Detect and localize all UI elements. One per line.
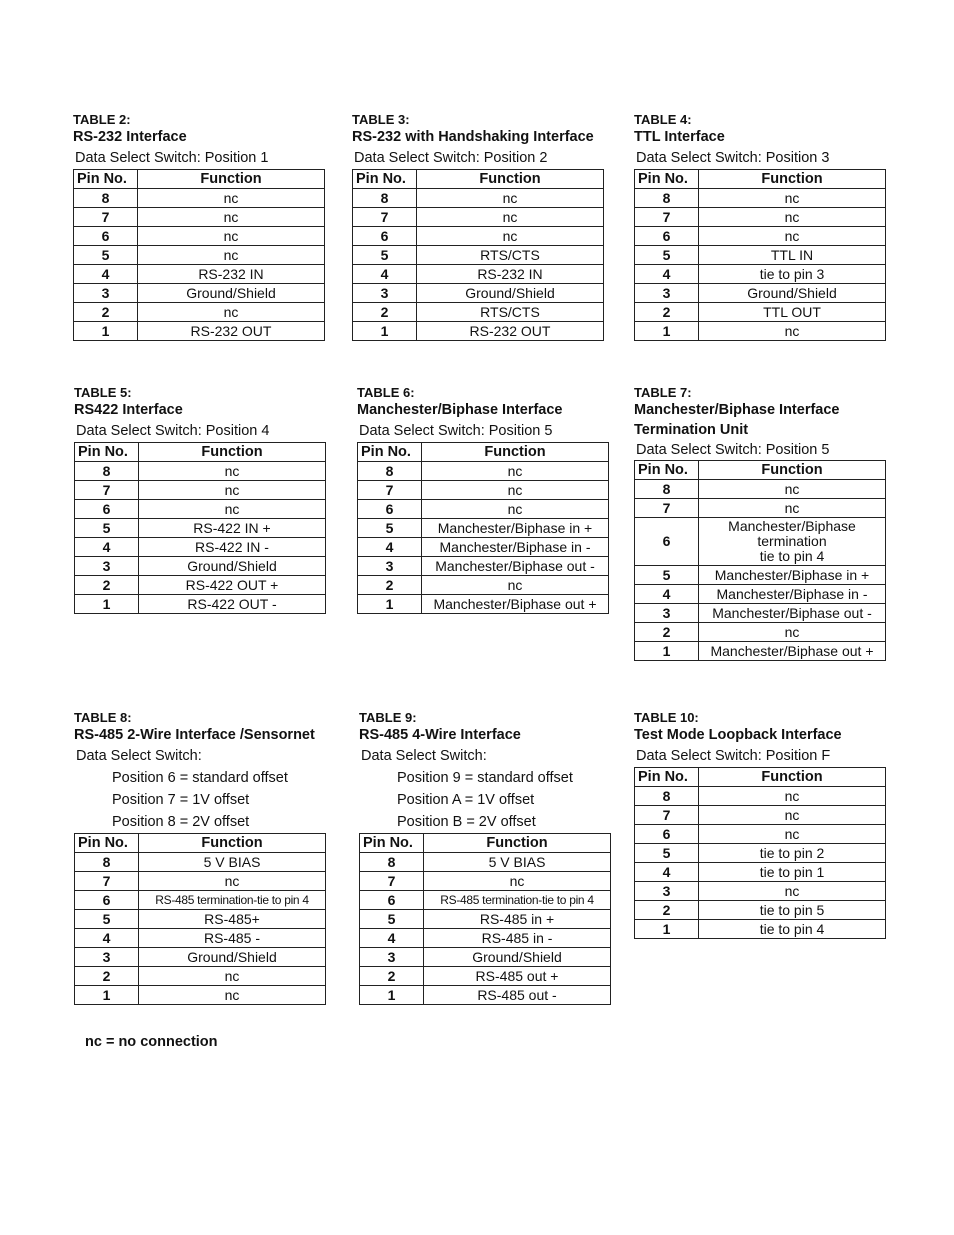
table-row — [353, 208, 604, 227]
pin-function: tie to pin 2 — [699, 844, 886, 863]
pin-function: nc — [139, 872, 326, 891]
pin-number: 1 — [75, 595, 139, 614]
pinout-table — [73, 169, 325, 341]
pin-function: Manchester/Biphase out - — [699, 604, 886, 623]
table-label: TABLE 10: — [634, 710, 699, 725]
table-row — [360, 891, 611, 910]
pin-number: 5 — [75, 519, 139, 538]
pin-number: 7 — [75, 481, 139, 500]
pin-function: RS-232 OUT — [138, 322, 325, 341]
pin-number: 4 — [358, 538, 422, 557]
pin-no-header: Pin No. — [75, 834, 139, 853]
pin-no-header: Pin No. — [74, 170, 138, 189]
table-header-row — [358, 443, 609, 462]
table-3-block — [352, 112, 604, 341]
pin-function: Manchester/Biphase out + — [699, 642, 886, 661]
table-row — [75, 853, 326, 872]
table-row — [635, 604, 886, 623]
table-row — [635, 882, 886, 901]
pin-number: 5 — [353, 246, 417, 265]
table-header-row — [360, 834, 611, 853]
pin-number: 2 — [635, 623, 699, 642]
pin-function-line: tie to pin 4 — [759, 548, 825, 564]
table-row — [635, 825, 886, 844]
table-row — [360, 872, 611, 891]
pin-function: RTS/CTS — [417, 246, 604, 265]
pin-number: 7 — [75, 872, 139, 891]
pin-function: RS-422 OUT + — [139, 576, 326, 595]
pinout-table — [359, 833, 611, 1005]
table-row — [75, 462, 326, 481]
table-row — [74, 284, 325, 303]
table-row — [635, 499, 886, 518]
table-label: TABLE 2: — [73, 112, 131, 127]
pin-number: 5 — [635, 566, 699, 585]
switch-position: Data Select Switch: Position F — [636, 748, 831, 764]
table-row — [358, 519, 609, 538]
function-header: Function — [417, 170, 604, 189]
table-title: RS422 Interface — [74, 402, 183, 418]
table-row — [360, 986, 611, 1005]
pin-number: 6 — [635, 227, 699, 246]
function-header: Function — [699, 768, 886, 787]
table-row — [635, 920, 886, 939]
pin-function: nc — [422, 576, 609, 595]
table-row — [358, 557, 609, 576]
pin-function: nc — [699, 882, 886, 901]
pin-number: 3 — [635, 882, 699, 901]
pin-number: 8 — [635, 480, 699, 499]
pin-function: nc — [139, 481, 326, 500]
table-row — [74, 227, 325, 246]
pin-no-header: Pin No. — [635, 768, 699, 787]
pin-no-header: Pin No. — [75, 443, 139, 462]
pin-function: nc — [422, 500, 609, 519]
pin-function: tie to pin 3 — [699, 265, 886, 284]
table-row — [635, 863, 886, 882]
pin-number: 5 — [358, 519, 422, 538]
table-header-row — [75, 443, 326, 462]
table-row — [358, 500, 609, 519]
table-row — [75, 538, 326, 557]
pin-function: nc — [424, 872, 611, 891]
pin-number: 6 — [358, 500, 422, 519]
pin-function: RS-422 IN + — [139, 519, 326, 538]
table-title: RS-485 2-Wire Interface /Sensornet — [74, 727, 315, 743]
pin-function: nc — [699, 623, 886, 642]
table-row — [75, 948, 326, 967]
table-row — [353, 189, 604, 208]
pin-number: 4 — [75, 929, 139, 948]
table-row — [75, 481, 326, 500]
table-row — [635, 806, 886, 825]
pinout-table — [634, 767, 886, 939]
pinout-table — [634, 460, 886, 661]
table-row — [353, 284, 604, 303]
switch-position: Data Select Switch: Position 1 — [75, 150, 269, 166]
pin-function: RS-485 out - — [424, 986, 611, 1005]
pin-function: Ground/Shield — [139, 557, 326, 576]
table-row — [75, 929, 326, 948]
table-row — [635, 623, 886, 642]
pin-function: nc — [139, 986, 326, 1005]
pin-function: nc — [699, 322, 886, 341]
pin-number: 6 — [75, 500, 139, 519]
table-row — [635, 189, 886, 208]
table-row — [353, 265, 604, 284]
table-title: RS-485 4-Wire Interface — [359, 727, 521, 743]
pin-number: 3 — [74, 284, 138, 303]
table-header-row — [75, 834, 326, 853]
pin-number: 8 — [353, 189, 417, 208]
table-row — [75, 967, 326, 986]
table-label: TABLE 4: — [634, 112, 692, 127]
pin-function: nc — [417, 189, 604, 208]
pin-function: nc — [138, 208, 325, 227]
table-row — [635, 246, 886, 265]
pin-function: nc — [699, 499, 886, 518]
pin-function: Ground/Shield — [417, 284, 604, 303]
table-title: RS-232 with Handshaking Interface — [352, 129, 594, 145]
pin-function: Ground/Shield — [139, 948, 326, 967]
pin-function: Ground/Shield — [424, 948, 611, 967]
pin-number: 2 — [75, 967, 139, 986]
function-header: Function — [699, 461, 886, 480]
pin-no-header: Pin No. — [360, 834, 424, 853]
pin-function: Manchester/Biphase out - — [422, 557, 609, 576]
pin-function: Manchester/Biphase in - — [699, 585, 886, 604]
pin-function: Ground/Shield — [699, 284, 886, 303]
pin-number: 6 — [75, 891, 139, 910]
pin-number: 3 — [360, 948, 424, 967]
pin-function: RTS/CTS — [417, 303, 604, 322]
table-title: Test Mode Loopback Interface — [634, 727, 842, 743]
pin-function: nc — [699, 825, 886, 844]
pin-function: nc — [699, 480, 886, 499]
pin-function: Manchester/Biphase in + — [422, 519, 609, 538]
pin-function-line: Manchester/Biphase — [728, 518, 856, 534]
pin-function: nc — [139, 967, 326, 986]
table-label: TABLE 6: — [357, 385, 415, 400]
switch-option: Position 9 = standard offset — [397, 770, 573, 786]
table-row — [635, 787, 886, 806]
pin-number: 6 — [635, 518, 699, 566]
table-row — [635, 585, 886, 604]
function-header: Function — [139, 834, 326, 853]
table-row — [635, 303, 886, 322]
switch-position: Data Select Switch: Position 5 — [636, 442, 830, 458]
pin-function: nc — [138, 303, 325, 322]
table-header-row — [74, 170, 325, 189]
table-row — [635, 265, 886, 284]
pin-number: 5 — [360, 910, 424, 929]
pin-function: tie to pin 5 — [699, 901, 886, 920]
pin-number: 1 — [353, 322, 417, 341]
pin-function: TTL OUT — [699, 303, 886, 322]
pin-number: 6 — [360, 891, 424, 910]
pin-number: 7 — [358, 481, 422, 500]
table-row — [75, 576, 326, 595]
pin-function: Manchester/Biphase in - — [422, 538, 609, 557]
pin-number: 6 — [635, 825, 699, 844]
pin-function: nc — [699, 787, 886, 806]
pin-number: 4 — [635, 585, 699, 604]
table-header-row — [353, 170, 604, 189]
table-row — [635, 901, 886, 920]
pin-number: 5 — [635, 844, 699, 863]
table-subtitle: Termination Unit — [634, 422, 749, 438]
pin-no-header: Pin No. — [635, 170, 699, 189]
pin-function: TTL IN — [699, 246, 886, 265]
table-title: RS-232 Interface — [73, 129, 187, 145]
pin-no-header: Pin No. — [353, 170, 417, 189]
table-row — [75, 910, 326, 929]
table-label: TABLE 8: — [74, 710, 132, 725]
pin-function: nc — [417, 208, 604, 227]
pin-number: 7 — [635, 499, 699, 518]
table-row — [74, 189, 325, 208]
table-row — [75, 986, 326, 1005]
pin-number: 3 — [75, 557, 139, 576]
pin-number: 8 — [360, 853, 424, 872]
switch-position: Data Select Switch: Position 2 — [354, 150, 548, 166]
table-row — [358, 462, 609, 481]
table-row — [360, 948, 611, 967]
table-header-row — [635, 461, 886, 480]
pin-number: 1 — [360, 986, 424, 1005]
table-row — [360, 967, 611, 986]
function-header: Function — [424, 834, 611, 853]
table-row — [360, 853, 611, 872]
pin-function: nc — [417, 227, 604, 246]
table-7-block — [634, 385, 886, 661]
pin-number: 4 — [360, 929, 424, 948]
pin-function: RS-485 - — [139, 929, 326, 948]
table-row — [358, 595, 609, 614]
pinout-table — [74, 833, 326, 1005]
switch-option: Position B = 2V offset — [397, 814, 536, 830]
pin-number: 4 — [75, 538, 139, 557]
pin-function: nc — [139, 462, 326, 481]
pinout-table — [352, 169, 604, 341]
table-row — [635, 566, 886, 585]
pinout-table — [74, 442, 326, 614]
pin-number: 3 — [635, 604, 699, 623]
pin-number: 1 — [75, 986, 139, 1005]
table-row — [75, 557, 326, 576]
pin-number: 6 — [353, 227, 417, 246]
table-row — [75, 519, 326, 538]
table-row — [635, 208, 886, 227]
pin-number: 7 — [353, 208, 417, 227]
footnote: nc = no connection — [85, 1034, 218, 1050]
pin-number: 7 — [74, 208, 138, 227]
table-9-block — [359, 710, 611, 1005]
pin-no-header: Pin No. — [635, 461, 699, 480]
table-row — [74, 322, 325, 341]
function-header: Function — [139, 443, 326, 462]
switch-label: Data Select Switch: — [361, 748, 487, 764]
switch-position: Data Select Switch: Position 4 — [76, 423, 270, 439]
table-row — [74, 246, 325, 265]
pin-function: nc — [699, 208, 886, 227]
pin-number: 8 — [74, 189, 138, 208]
table-row — [358, 538, 609, 557]
table-row — [635, 518, 886, 566]
pinout-table — [357, 442, 609, 614]
pin-number: 4 — [635, 863, 699, 882]
switch-label: Data Select Switch: — [76, 748, 202, 764]
pin-number: 4 — [74, 265, 138, 284]
pin-number: 5 — [635, 246, 699, 265]
table-row — [353, 227, 604, 246]
pin-function: nc — [422, 481, 609, 500]
pinout-table — [634, 169, 886, 341]
table-row — [635, 284, 886, 303]
table-title: Manchester/Biphase Interface — [357, 402, 563, 418]
pin-number: 8 — [75, 853, 139, 872]
pin-number: 5 — [75, 910, 139, 929]
table-row — [75, 595, 326, 614]
pin-function: RS-485 termination-tie to pin 4 — [424, 891, 611, 910]
table-row — [358, 481, 609, 500]
pin-function: 5 V BIAS — [139, 853, 326, 872]
pin-function: RS-485 in - — [424, 929, 611, 948]
table-row — [635, 322, 886, 341]
pin-function: Ground/Shield — [138, 284, 325, 303]
function-header: Function — [138, 170, 325, 189]
pin-number: 1 — [635, 920, 699, 939]
function-header: Function — [422, 443, 609, 462]
pin-function: nc — [699, 227, 886, 246]
pin-function: RS-232 IN — [138, 265, 325, 284]
table-header-row — [635, 170, 886, 189]
table-label: TABLE 3: — [352, 112, 410, 127]
table-title: Manchester/Biphase Interface — [634, 402, 840, 418]
pin-function: tie to pin 4 — [699, 920, 886, 939]
table-label: TABLE 7: — [634, 385, 692, 400]
pin-function: RS-485 termination-tie to pin 4 — [139, 891, 326, 910]
table-row — [75, 872, 326, 891]
switch-option: Position 6 = standard offset — [112, 770, 288, 786]
pin-function: Manchester/Biphase in + — [699, 566, 886, 585]
switch-position: Data Select Switch: Position 3 — [636, 150, 830, 166]
table-row — [353, 246, 604, 265]
pin-number: 2 — [74, 303, 138, 322]
pin-number: 7 — [635, 806, 699, 825]
table-title: TTL Interface — [634, 129, 725, 145]
pin-number: 2 — [635, 901, 699, 920]
pin-number: 2 — [353, 303, 417, 322]
table-8-block — [74, 710, 326, 1005]
pin-function: nc — [699, 806, 886, 825]
pin-number: 4 — [635, 265, 699, 284]
switch-option: Position 7 = 1V offset — [112, 792, 250, 808]
pin-number: 3 — [635, 284, 699, 303]
pin-number: 1 — [358, 595, 422, 614]
pin-function: nc — [138, 246, 325, 265]
pin-function: Manchester/Biphase out + — [422, 595, 609, 614]
table-row — [353, 303, 604, 322]
table-header-row — [635, 768, 886, 787]
switch-position: Data Select Switch: Position 5 — [359, 423, 553, 439]
table-5-block — [74, 385, 326, 614]
table-row — [358, 576, 609, 595]
pin-number: 3 — [358, 557, 422, 576]
table-row — [75, 891, 326, 910]
table-row — [74, 265, 325, 284]
pin-number: 3 — [353, 284, 417, 303]
pin-function: RS-232 OUT — [417, 322, 604, 341]
pin-function: nc — [139, 500, 326, 519]
pin-function: nc — [422, 462, 609, 481]
table-row — [360, 929, 611, 948]
table-row — [635, 227, 886, 246]
switch-option: Position 8 = 2V offset — [112, 814, 250, 830]
table-row — [75, 500, 326, 519]
pin-number: 7 — [635, 208, 699, 227]
pin-number: 2 — [358, 576, 422, 595]
pin-function: RS-485+ — [139, 910, 326, 929]
pin-number: 8 — [358, 462, 422, 481]
pin-function: nc — [699, 189, 886, 208]
table-row — [360, 910, 611, 929]
pin-function: RS-232 IN — [417, 265, 604, 284]
pin-number: 7 — [360, 872, 424, 891]
table-4-block — [634, 112, 886, 341]
pin-no-header: Pin No. — [358, 443, 422, 462]
table-row — [635, 480, 886, 499]
table-6-block — [357, 385, 609, 614]
pin-number: 8 — [635, 787, 699, 806]
pin-function-line: termination — [757, 533, 827, 549]
pin-function: nc — [138, 227, 325, 246]
table-2-block — [73, 112, 325, 341]
pin-function: 5 V BIAS — [424, 853, 611, 872]
pin-function: RS-485 out + — [424, 967, 611, 986]
table-row — [635, 642, 886, 661]
pin-number: 2 — [75, 576, 139, 595]
table-row — [74, 303, 325, 322]
switch-option: Position A = 1V offset — [397, 792, 535, 808]
table-label: TABLE 9: — [359, 710, 417, 725]
pin-number: 1 — [635, 642, 699, 661]
table-row — [353, 322, 604, 341]
pin-function: RS-422 OUT - — [139, 595, 326, 614]
table-row — [74, 208, 325, 227]
table-row — [635, 844, 886, 863]
pin-function — [699, 518, 886, 566]
pin-number: 6 — [74, 227, 138, 246]
pin-number: 3 — [75, 948, 139, 967]
pin-number: 8 — [635, 189, 699, 208]
table-label: TABLE 5: — [74, 385, 132, 400]
function-header: Function — [699, 170, 886, 189]
pin-number: 2 — [360, 967, 424, 986]
pin-function: nc — [138, 189, 325, 208]
table-10-block — [634, 710, 886, 939]
pin-number: 1 — [635, 322, 699, 341]
pin-function: RS-422 IN - — [139, 538, 326, 557]
pin-number: 4 — [353, 265, 417, 284]
pin-function: RS-485 in + — [424, 910, 611, 929]
pin-number: 2 — [635, 303, 699, 322]
pin-function: tie to pin 1 — [699, 863, 886, 882]
pin-number: 8 — [75, 462, 139, 481]
pin-number: 5 — [74, 246, 138, 265]
pin-number: 1 — [74, 322, 138, 341]
